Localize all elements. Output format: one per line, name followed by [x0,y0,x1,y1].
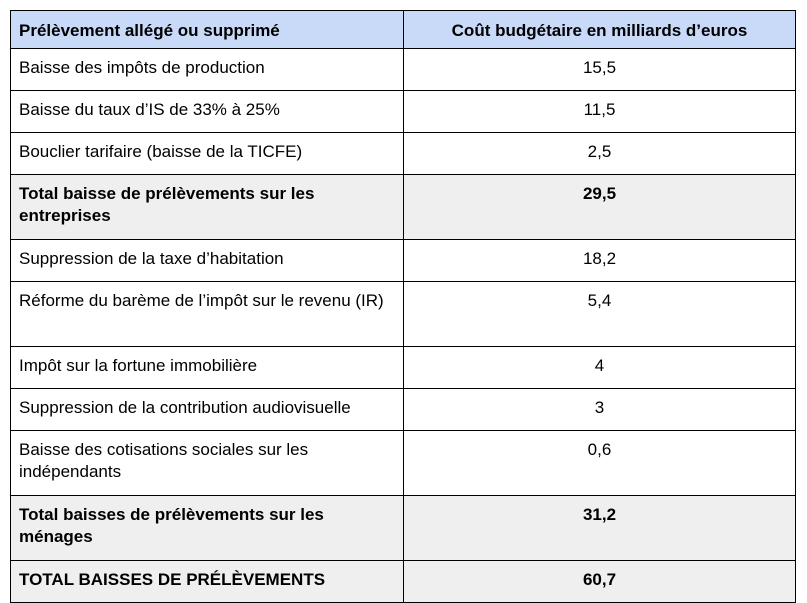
row-label: Impôt sur la fortune immobilière [11,347,404,389]
row-value: 60,7 [404,561,796,603]
tax-cuts-table [10,10,796,603]
row-value: 3 [404,389,796,431]
row-label: Suppression de la taxe d’habitation [11,240,404,282]
row-value: 4 [404,347,796,389]
row-value: 0,6 [404,431,796,496]
table-row [11,133,796,175]
row-value: 5,4 [404,282,796,347]
table-row [11,347,796,389]
grand-total-row [11,561,796,603]
row-label: Baisse du taux d’IS de 33% à 25% [11,91,404,133]
row-label: Réforme du barème de l’impôt sur le revenu (IR) [11,282,404,347]
table-row [11,91,796,133]
table-row [11,389,796,431]
row-value: 31,2 [404,496,796,561]
row-label: TOTAL BAISSES DE PRÉLÈVEMENTS [11,561,404,603]
table-header-row [11,11,796,49]
row-value: 18,2 [404,240,796,282]
row-label: Total baisses de prélèvements sur les ménages [11,496,404,561]
table-row [11,282,796,347]
row-label: Bouclier tarifaire (baisse de la TICFE) [11,133,404,175]
row-value: 11,5 [404,91,796,133]
row-label: Baisse des cotisations sociales sur les indépendants [11,431,404,496]
row-label: Total baisse de prélèvements sur les entreprises [11,175,404,240]
row-label: Baisse des impôts de production [11,49,404,91]
total-row [11,496,796,561]
row-label: Suppression de la contribution audiovisuelle [11,389,404,431]
column-header-cost: Coût budgétaire en milliards d’euros [404,11,796,49]
column-header-levy: Prélèvement allégé ou supprimé [11,11,404,49]
row-value: 29,5 [404,175,796,240]
total-row [11,175,796,240]
row-value: 15,5 [404,49,796,91]
table-row [11,240,796,282]
table-row [11,49,796,91]
row-value: 2,5 [404,133,796,175]
table-row [11,431,796,496]
